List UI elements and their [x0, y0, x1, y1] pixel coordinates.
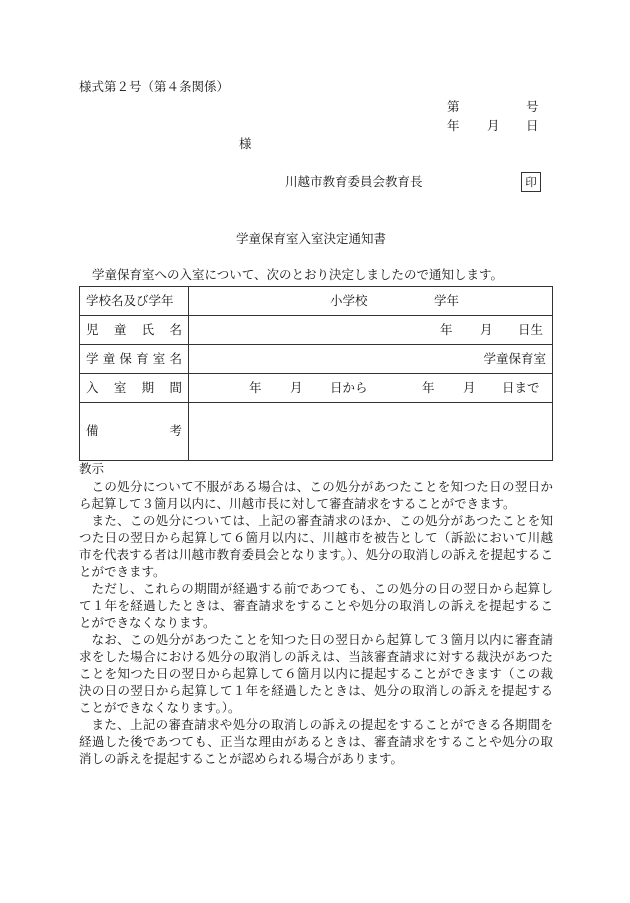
school-grade-label: 学校名及び学年	[86, 293, 174, 308]
grade-suffix: 学年	[434, 293, 460, 308]
period-label	[86, 380, 182, 396]
label-cell-room	[80, 345, 189, 374]
date-year-label: 年	[447, 118, 460, 133]
label-char: 入	[86, 380, 99, 395]
label-char: 育	[136, 351, 149, 366]
date-month-label: 月	[487, 118, 500, 133]
table-row-period	[80, 374, 553, 403]
label-char: 室	[113, 380, 127, 395]
document-number-prefix: 第	[447, 99, 460, 114]
value-cell-child	[189, 316, 553, 345]
document-title: 学童保育室入室決定通知書	[236, 231, 387, 246]
label-char: 保	[119, 351, 132, 366]
seal-stamp-box: 印	[521, 172, 541, 192]
label-char: 室	[152, 351, 166, 366]
label-char: 期	[141, 380, 155, 395]
sender-name: 川越市教育委員会教育長	[285, 174, 423, 189]
room-name-label	[86, 351, 182, 367]
child-name-label	[86, 322, 182, 338]
intro-text: 学童保育室への入室について、次のとおり決定しましたので通知します。	[92, 267, 504, 282]
start-day-label: 日から	[330, 380, 368, 395]
label-cell-remarks	[80, 403, 189, 461]
decision-table	[79, 286, 553, 461]
birth-month-label: 月	[480, 322, 493, 337]
notice-paragraph: また、上記の審査請求や処分の取消しの訴えの提起をすることができる各期間を経過した後であつても、正当な理由があるときは、審査請求をすることや処分の取消しの訴えを提起することが認められる場合があります。	[79, 717, 553, 766]
notice-paragraph: この処分について不服がある場合は、この処分があつたことを知つた日の翌日から起算して３箇月以内に、川越市長に対して審査請求をすることができます。	[79, 479, 553, 511]
document-number-suffix: 号	[526, 99, 539, 114]
start-year-label: 年	[249, 380, 262, 395]
date-day-label: 日	[526, 118, 539, 133]
school-suffix: 小学校	[330, 293, 368, 308]
label-char: 間	[169, 380, 182, 395]
notice-paragraph: なお、この処分があつたことを知つた日の翌日から起算して３箇月以内に審査請求をした場合における処分の取消しの訴えは、当該審査請求に対する裁決があつたことを知つた日の翌日から起算して６箇月以内に提起することができます（この裁決の日の翌日から起算して１年を経過したときは、処分の取消しの訴えを提起することができなくなります。）。	[79, 632, 553, 715]
remarks-label	[86, 423, 182, 439]
table-row-child	[80, 316, 553, 345]
start-month-label: 月	[290, 380, 303, 395]
label-char: 学	[86, 351, 99, 366]
label-char: 童	[102, 351, 116, 366]
room-suffix: 学童保育室	[483, 351, 546, 366]
value-cell-school	[189, 287, 553, 316]
label-char: 童	[113, 322, 127, 337]
value-cell-remarks	[189, 403, 553, 461]
notice-body	[79, 478, 553, 767]
label-char: 考	[169, 423, 182, 438]
table-row-remarks	[80, 403, 553, 461]
label-char: 名	[169, 322, 182, 337]
birth-day-label: 日生	[518, 322, 544, 337]
end-month-label: 月	[463, 380, 476, 395]
end-year-label: 年	[422, 380, 435, 395]
table-row-school	[80, 287, 553, 316]
label-cell-child	[80, 316, 189, 345]
value-cell-period	[189, 374, 553, 403]
form-number: 様式第２号（第４条関係）	[79, 79, 230, 94]
label-char: 名	[169, 351, 182, 366]
label-char: 児	[86, 322, 99, 337]
notice-paragraph: ただし、これらの期間が経過する前であつても、この処分の日の翌日から起算して１年を経過したときは、審査請求をすることや処分の取消しの訴えを提起することができなくなります。	[79, 581, 553, 630]
table-row-room	[80, 345, 553, 374]
end-day-label: 日まで	[502, 380, 540, 395]
label-cell-period	[80, 374, 189, 403]
notice-heading: 教示	[79, 461, 105, 476]
birth-year-label: 年	[440, 322, 453, 337]
label-char: 備	[86, 423, 99, 438]
notice-paragraph: また、この処分については、上記の審査請求のほか、この処分があつたことを知つた日の翌日から起算して６箇月以内に、川越市を被告として（訴訟において川越市を代表する者は川越市教育委員会となります。）、処分の取消しの訴えを提起することができます。	[79, 513, 554, 579]
addressee-suffix: 様	[239, 136, 252, 151]
label-char: 氏	[141, 322, 155, 337]
label-cell-school	[80, 287, 189, 316]
value-cell-room	[189, 345, 553, 374]
